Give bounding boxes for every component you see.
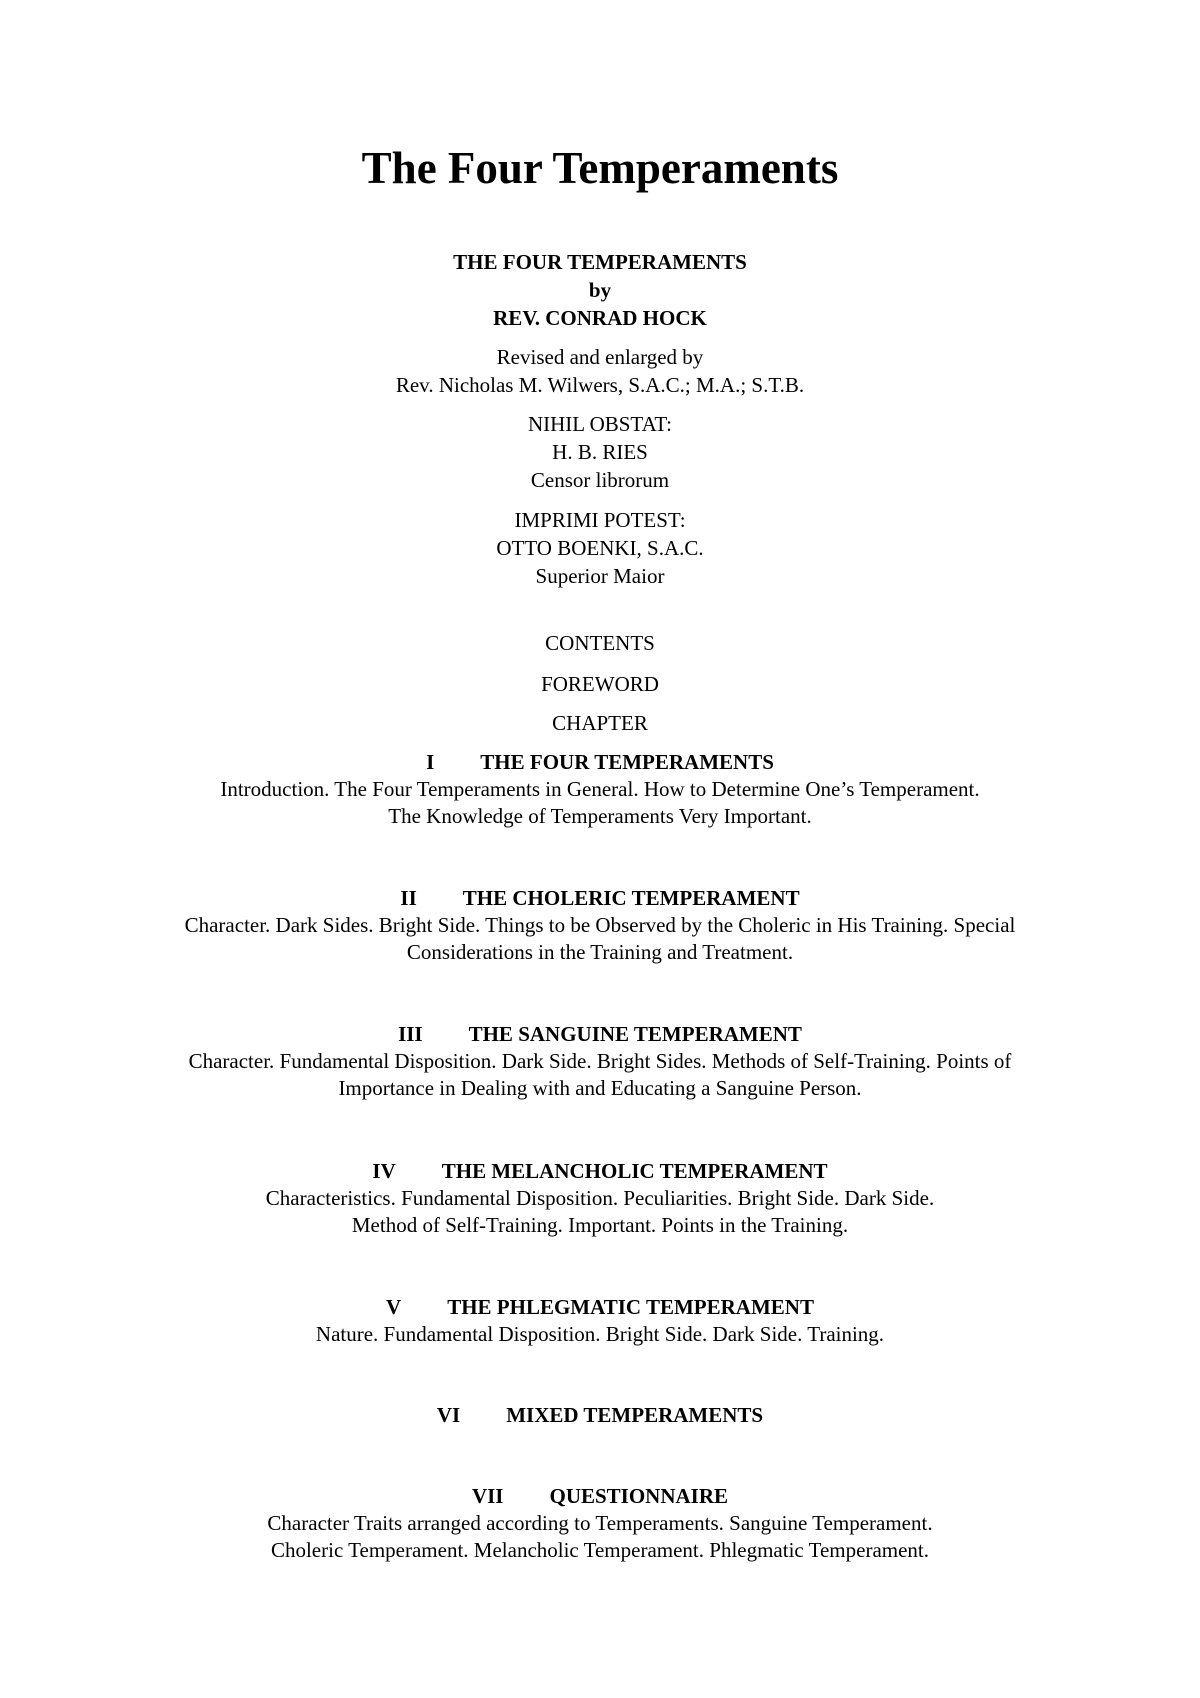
chapter-title: THE PHLEGMATIC TEMPERAMENT xyxy=(447,1295,814,1319)
chapter-3-desc-line-2: Importance in Dealing with and Educating a Sanguine Person. xyxy=(338,1076,862,1100)
imprimi-potest-role: Superior Maior xyxy=(535,564,665,588)
chapter-5-desc-line-1: Nature. Fundamental Disposition. Bright Side. Dark Side. Training. xyxy=(315,1322,885,1346)
chapter-title: QUESTIONNAIRE xyxy=(549,1484,729,1508)
chapter-5-heading xyxy=(0,1293,1200,1321)
nihil-obstat-label: NIHIL OBSTAT: xyxy=(527,412,673,436)
chapter-title: THE SANGUINE TEMPERAMENT xyxy=(468,1022,802,1046)
imprimi-potest-name: OTTO BOENKI, S.A.C. xyxy=(496,536,704,560)
chapter-number: VI xyxy=(436,1403,461,1427)
chapter-title: THE FOUR TEMPERAMENTS xyxy=(480,750,774,774)
chapter-4-desc-line-1: Characteristics. Fundamental Disposition. Peculiarities. Bright Side. Dark Side. xyxy=(265,1186,935,1210)
chapter-7-desc-line-2: Choleric Temperament. Melancholic Temperament. Phlegmatic Temperament. xyxy=(270,1538,930,1562)
chapter-1-heading xyxy=(0,748,1200,776)
book-title: THE FOUR TEMPERAMENTS xyxy=(453,250,747,274)
chapter-number: VII xyxy=(471,1484,504,1508)
by-line: by xyxy=(588,278,612,302)
contents-heading: CONTENTS xyxy=(545,631,655,655)
nihil-obstat-name: H. B. RIES xyxy=(552,440,648,464)
chapter-6-heading xyxy=(0,1401,1200,1429)
nihil-obstat-role: Censor librorum xyxy=(530,468,670,492)
author-name: REV. CONRAD HOCK xyxy=(493,306,707,330)
chapter-4-desc-line-2: Method of Self-Training. Important. Points in the Training. xyxy=(351,1213,849,1237)
chapter-heading: CHAPTER xyxy=(552,711,648,735)
imprimi-potest-label: IMPRIMI POTEST: xyxy=(514,508,686,532)
chapter-1-desc-line-2: The Knowledge of Temperaments Very Important. xyxy=(388,804,812,828)
chapter-1-desc-line-1: Introduction. The Four Temperaments in General. How to Determine One’s Temperament. xyxy=(220,777,980,801)
chapter-3-heading xyxy=(0,1020,1200,1048)
chapter-number: I xyxy=(426,750,435,774)
foreword-heading: FOREWORD xyxy=(541,672,659,696)
chapter-7-desc-line-1: Character Traits arranged according to Temperaments. Sanguine Temperament. xyxy=(267,1511,933,1535)
chapter-title: MIXED TEMPERAMENTS xyxy=(506,1403,764,1427)
revision-line-2: Rev. Nicholas M. Wilwers, S.A.C.; M.A.; S.T.B. xyxy=(395,373,805,397)
chapter-number: V xyxy=(386,1295,402,1319)
chapter-number: IV xyxy=(372,1159,396,1183)
chapter-2-desc-line-2: Considerations in the Training and Treatment. xyxy=(406,940,794,964)
chapter-2-heading xyxy=(0,884,1200,912)
chapter-3-desc-line-1: Character. Fundamental Disposition. Dark Side. Bright Sides. Methods of Self-Training. Points of xyxy=(188,1049,1012,1073)
chapter-title: THE CHOLERIC TEMPERAMENT xyxy=(462,886,800,910)
revision-line-1: Revised and enlarged by xyxy=(496,345,704,369)
chapter-2-desc-line-1: Character. Dark Sides. Bright Side. Things to be Observed by the Choleric in His Training. Special xyxy=(184,913,1016,937)
page-title: The Four Temperaments xyxy=(361,143,839,193)
chapter-number: III xyxy=(398,1022,423,1046)
chapter-title: THE MELANCHOLIC TEMPERAMENT xyxy=(441,1159,828,1183)
chapter-7-heading xyxy=(0,1482,1200,1510)
chapter-4-heading xyxy=(0,1157,1200,1185)
chapter-number: II xyxy=(400,886,417,910)
